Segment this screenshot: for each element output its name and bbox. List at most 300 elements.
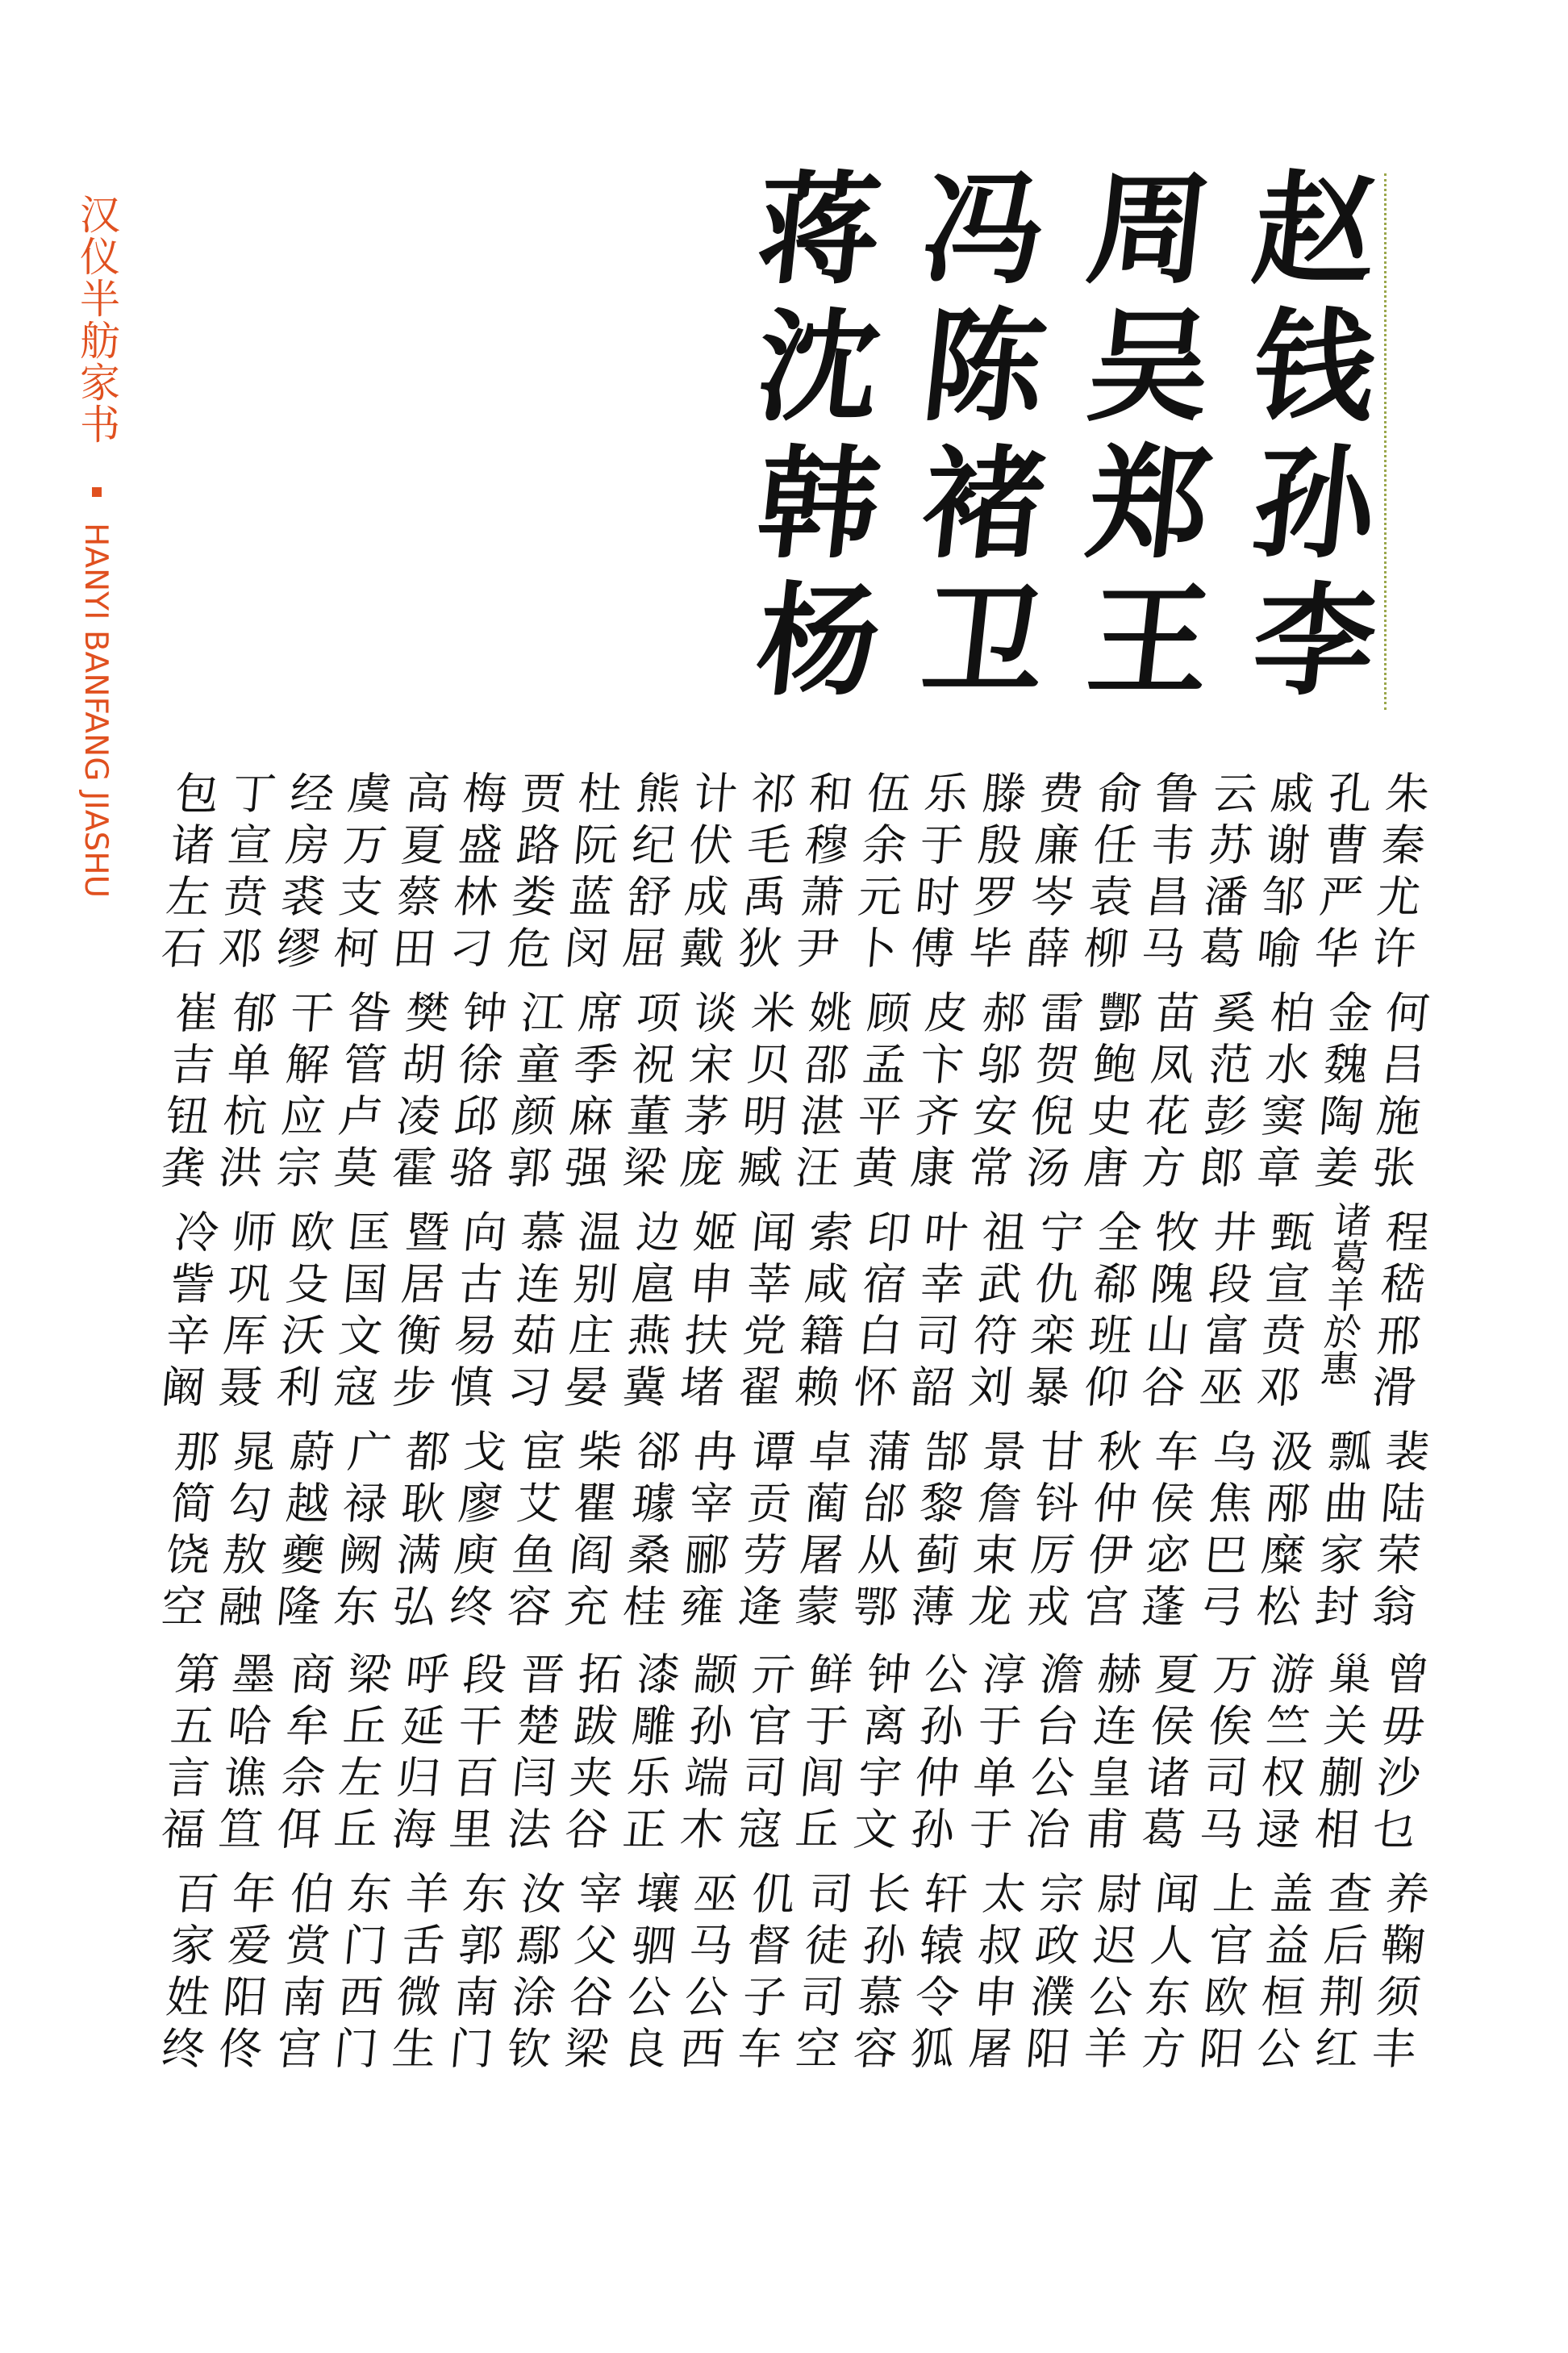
grid-block (728, 1429, 798, 1635)
grid-column (901, 770, 971, 2093)
grid-block-text: 段干百里 (440, 1651, 510, 1858)
grid-block-text: 慕连茹习 (498, 1209, 567, 1416)
grid-block (613, 990, 682, 1196)
grid-block-text: 盖益桓公 (1247, 1871, 1317, 2077)
grid-block-text: 都耿满弘 (382, 1429, 452, 1635)
grid-block (1305, 990, 1374, 1196)
grid-block (728, 1871, 798, 2077)
grid-block-text: 闻人东方 (1132, 1871, 1202, 2077)
grid-block-text: 晋楚闫法 (498, 1651, 567, 1858)
grid-block (1362, 1871, 1432, 2077)
grid-block (1074, 990, 1144, 1196)
large-column (911, 161, 1057, 710)
large-specimen (726, 161, 1387, 726)
grid-block (267, 1651, 336, 1858)
grid-block (670, 1429, 740, 1635)
grid-block (440, 1209, 510, 1416)
grid-block-text: 江童颜郭 (498, 990, 567, 1196)
grid-block-text: 师巩厍聂 (209, 1209, 279, 1416)
grid-block-text: 牧隗山谷 (1132, 1209, 1202, 1416)
grid-block (555, 1209, 625, 1416)
grid-block (1247, 1871, 1317, 2077)
large-char: 钱 (1246, 296, 1383, 438)
grid-column (324, 770, 394, 2093)
grid-block-text: 丁宣贲邓 (209, 770, 279, 977)
grid-block-text: 汝鄢涂钦 (498, 1871, 567, 2077)
grid-block-text: 酆鲍史唐 (1074, 990, 1144, 1196)
grid-block-text: 柏水窦章 (1247, 990, 1317, 1196)
grid-block (844, 1209, 913, 1416)
grid-block-text: 叶幸司韶 (901, 1209, 971, 1416)
grid-block-text: 宗政濮阳 (1016, 1871, 1086, 2077)
grid-block (786, 1429, 856, 1635)
grid-block (1362, 990, 1432, 1196)
grid-block (786, 770, 856, 977)
grid-block (1074, 1209, 1144, 1416)
grid-block (1247, 990, 1317, 1196)
grid-block (901, 1209, 971, 1416)
grid-block (1190, 1209, 1259, 1416)
grid-block (786, 1209, 856, 1416)
grid-block (209, 770, 279, 977)
grid-block-text: 郤璩桑桂 (613, 1429, 682, 1635)
grid-block-text: 仉督子车 (728, 1871, 798, 2077)
grid-block (1132, 1871, 1202, 2077)
grid-block (1132, 1429, 1202, 1635)
large-char: 郑 (1081, 433, 1218, 575)
grid-block-text: 闻莘党翟 (728, 1209, 798, 1416)
grid-column (1074, 770, 1144, 2093)
grid-block (1362, 770, 1432, 977)
grid-column (670, 770, 740, 2093)
grid-block (498, 1651, 567, 1858)
grid-block-text: 轩辕令狐 (901, 1871, 971, 2077)
grid-block-text: 苗凤花方 (1132, 990, 1202, 1196)
grid-block (959, 1429, 1028, 1635)
grid-block-text: 祖武符刘 (959, 1209, 1028, 1416)
grid-block-text: 钟徐邱骆 (440, 990, 510, 1196)
grid-block-text: 熊纪舒屈 (613, 770, 682, 977)
grid-column (382, 770, 452, 2093)
grid-block-text: 向古易慎 (440, 1209, 510, 1416)
grid-column (209, 770, 279, 2093)
large-column (1077, 161, 1222, 710)
grid-block-text: 裴陆荣翁 (1362, 1429, 1432, 1635)
grid-block (1074, 1871, 1144, 2077)
grid-block (382, 1429, 452, 1635)
grid-block (613, 1871, 682, 2077)
grid-block-text: 米贝明臧 (728, 990, 798, 1196)
large-column (1242, 161, 1387, 710)
large-char: 陈 (915, 296, 1053, 438)
grid-block-text: 索咸籍赖 (786, 1209, 856, 1416)
grid-block (1132, 1651, 1202, 1858)
grid-block (382, 1651, 452, 1858)
grid-block (613, 1209, 682, 1416)
grid-block-text: 巢关蒯相 (1305, 1651, 1374, 1858)
grid-block-text: 奚范彭郎 (1190, 990, 1259, 1196)
grid-block-text: 顾孟平黄 (844, 990, 913, 1196)
grid-block-text: 巫马公西 (670, 1871, 740, 2077)
grid-block (844, 990, 913, 1196)
grid-block-text: 晁勾敖融 (209, 1429, 279, 1635)
grid-block-text: 伍余元卜 (844, 770, 913, 977)
grid-block (555, 1651, 625, 1858)
grid-block (670, 990, 740, 1196)
grid-block (440, 990, 510, 1196)
grid-block (670, 770, 740, 977)
grid-block-text: 席季麻强 (555, 990, 625, 1196)
grid-block-text: 高夏蔡田 (382, 770, 452, 977)
grid-block-text: 东门西门 (324, 1871, 394, 2077)
grid-block-text: 孔曹严华 (1305, 770, 1374, 977)
grid-block (1362, 1429, 1432, 1635)
grid-block-text: 郁单杭洪 (209, 990, 279, 1196)
grid-block (209, 1429, 279, 1635)
grid-block (152, 1651, 221, 1858)
grid-block (324, 990, 394, 1196)
grid-block-text: 乐于时傅 (901, 770, 971, 977)
grid-block (613, 1651, 682, 1858)
grid-block (1016, 1429, 1086, 1635)
grid-block (959, 770, 1028, 977)
grid-column (844, 770, 913, 2093)
grid-block-text: 东郭南门 (440, 1871, 510, 2077)
grid-block (382, 1871, 452, 2077)
grid-block-text: 车侯宓蓬 (1132, 1429, 1202, 1635)
large-char: 赵 (1246, 159, 1383, 301)
grid-block (670, 1651, 740, 1858)
grid-block (670, 1209, 740, 1416)
grid-block-text: 颛孙端木 (670, 1651, 740, 1858)
grid-block (498, 1871, 567, 2077)
grid-block-text: 万俟司马 (1190, 1651, 1259, 1858)
grid-block (382, 770, 452, 977)
brand-title-en: HANYI BANFANG JIASHU (77, 523, 114, 899)
grid-block (1362, 1209, 1432, 1416)
grid-block-text: 查后荆红 (1305, 1871, 1374, 2077)
grid-block-text: 冷訾辛阚 (152, 1209, 221, 1416)
grid-block-text: 谈宋茅庞 (670, 990, 740, 1196)
grid-block (613, 770, 682, 977)
grid-block-text: 商牟佘佴 (267, 1651, 336, 1858)
grid-block (959, 1651, 1028, 1858)
grid-block (959, 990, 1028, 1196)
grid-block (440, 770, 510, 977)
grid-block (324, 1429, 394, 1635)
grid-block (1190, 990, 1259, 1196)
grid-block (267, 990, 336, 1196)
grid-block (1305, 1871, 1374, 2077)
grid-block (1313, 1201, 1374, 1387)
grid-block-text: 墨哈谯笪 (209, 1651, 279, 1858)
grid-block-text: 项祝董梁 (613, 990, 682, 1196)
grid-block-text: 程嵇邢滑 (1362, 1209, 1432, 1416)
grid-block-text: 司徒司空 (786, 1871, 856, 2077)
grid-block-text: 那简饶空 (152, 1429, 221, 1635)
grid-block (1247, 770, 1317, 977)
grid-column (1362, 770, 1432, 2093)
grid-block-text: 赫连皇甫 (1074, 1651, 1144, 1858)
grid-block (1074, 770, 1144, 977)
grid-block-text: 边扈燕冀 (613, 1209, 682, 1416)
grid-block-text: 昝管卢莫 (324, 990, 394, 1196)
grid-block-text: 羊舌微生 (382, 1871, 452, 2077)
grid-block (152, 1209, 221, 1416)
grid-block (1247, 1429, 1317, 1635)
grid-block (555, 1429, 625, 1635)
grid-block (844, 1651, 913, 1858)
grid-block (498, 990, 567, 1196)
grid-block (209, 1209, 279, 1416)
grid-block-text: 朱秦尤许 (1362, 770, 1432, 977)
large-char: 卫 (915, 570, 1053, 712)
grid-block-text: 广禄阙东 (324, 1429, 394, 1635)
grid-block-text: 百家姓终 (152, 1871, 221, 2077)
grid-block (440, 1651, 510, 1858)
grid-column (152, 770, 221, 2093)
grid-block-text: 鲁韦昌马 (1132, 770, 1202, 977)
grid-block-text: 滕殷罗毕 (959, 770, 1028, 977)
grid-block (670, 1871, 740, 2077)
grid-column (728, 770, 798, 2093)
large-column (746, 161, 891, 710)
grid-block-text: 亓官司寇 (728, 1651, 798, 1858)
grid-block-text: 皮卞齐康 (901, 990, 971, 1196)
grid-block (267, 1871, 336, 2077)
large-char: 周 (1081, 159, 1218, 301)
grid-column (613, 770, 682, 2093)
grid-block (1247, 1651, 1317, 1858)
grid-block-text: 汲邴糜松 (1247, 1429, 1317, 1635)
grid-block-text: 戈廖庾终 (440, 1429, 510, 1635)
grid-block-text: 费廉岑薛 (1016, 770, 1086, 977)
brand-title-cn: 汉仪半舫家书 (73, 194, 120, 445)
grid-column (1190, 770, 1259, 2093)
grid-block (209, 1871, 279, 2077)
grid-block-text: 甘钭厉戎 (1016, 1429, 1086, 1635)
grid-block-text: 虞万支柯 (324, 770, 394, 977)
large-char: 冯 (915, 159, 1053, 301)
grid-block-text: 全郗班仰 (1074, 1209, 1144, 1416)
grid-block-text: 雷贺倪汤 (1016, 990, 1086, 1196)
grid-block-text: 郜黎蓟薄 (901, 1429, 971, 1635)
grid-block-text: 和穆萧尹 (786, 770, 856, 977)
grid-block-text: 漆雕乐正 (613, 1651, 682, 1858)
grid-column (786, 770, 856, 2093)
grid-block-text: 伯赏南宫 (267, 1871, 336, 2077)
large-char: 孙 (1246, 433, 1383, 575)
grid-block-text: 计伏成戴 (670, 770, 740, 977)
grid-block-text: 公孙仲孙 (901, 1651, 971, 1858)
grid-column (440, 770, 510, 2093)
grid-block-text: 宦艾鱼容 (498, 1429, 567, 1635)
grid-block (1074, 1651, 1144, 1858)
grid-block (901, 990, 971, 1196)
brand-title (74, 194, 123, 920)
grid-block-text: 澹台公冶 (1016, 1651, 1086, 1858)
grid-column (1305, 770, 1374, 2093)
grid-block (440, 1871, 510, 2077)
grid-block-text: 贾路娄危 (498, 770, 567, 977)
grid-block (498, 1209, 567, 1416)
grid-block (786, 990, 856, 1196)
grid-block-text: 祁毛禹狄 (728, 770, 798, 977)
grid-block-text: 拓跋夹谷 (555, 1651, 625, 1858)
grid-block (440, 1429, 510, 1635)
grid-block (267, 770, 336, 977)
grid-block-text: 姬申扶堵 (670, 1209, 740, 1416)
grid-block (1362, 1651, 1432, 1858)
grid-block-text: 游竺权逯 (1247, 1651, 1317, 1858)
grid-block (267, 1429, 336, 1635)
large-char: 蒋 (750, 159, 887, 301)
grid-block-text: 经房裘缪 (267, 770, 336, 977)
grid-block (324, 1209, 394, 1416)
grid-block-text: 宁仇栾暴 (1016, 1209, 1086, 1416)
grid-column (959, 770, 1028, 2093)
grid-block-text: 尉迟公羊 (1074, 1871, 1144, 2077)
grid-block (1190, 1871, 1259, 2077)
grid-block (498, 770, 567, 977)
grid-block-text: 印宿白怀 (844, 1209, 913, 1416)
grid-block-text: 暨居衡步 (382, 1209, 452, 1416)
grid-block (1190, 1651, 1259, 1858)
surname-grid (152, 770, 1432, 2093)
grid-block-text: 宰父谷梁 (555, 1871, 625, 2077)
grid-block (1016, 1871, 1086, 2077)
grid-column (498, 770, 567, 2093)
grid-block-text: 匡国文寇 (324, 1209, 394, 1416)
grid-block (1016, 1651, 1086, 1858)
grid-block (267, 1209, 336, 1416)
grid-block-text: 卓蔺屠蒙 (786, 1429, 856, 1635)
grid-block (382, 990, 452, 1196)
grid-block (1305, 770, 1374, 977)
dotted-divider (1384, 173, 1387, 710)
grid-block-text: 鲜于闾丘 (786, 1651, 856, 1858)
grid-block (786, 1871, 856, 2077)
grid-block (555, 1871, 625, 2077)
grid-block (209, 1651, 279, 1858)
grid-block (959, 1209, 1028, 1416)
grid-block (728, 1651, 798, 1858)
grid-block (152, 1429, 221, 1635)
grid-block (901, 1429, 971, 1635)
grid-block-text: 干解应宗 (267, 990, 336, 1196)
grid-block-text: 年爱阳佟 (209, 1871, 279, 2077)
grid-block-text: 太叔申屠 (959, 1871, 1028, 2077)
grid-block (1132, 1209, 1202, 1416)
grid-block-text: 瓢曲家封 (1305, 1429, 1374, 1635)
grid-block (1305, 1429, 1374, 1635)
grid-block-text: 云苏潘葛 (1190, 770, 1259, 977)
grid-block-text: 钟离宇文 (844, 1651, 913, 1858)
grid-block (152, 990, 221, 1196)
grid-block-text: 欧殳沃利 (267, 1209, 336, 1416)
grid-block-text: 长孙慕容 (844, 1871, 913, 2077)
grid-block (1190, 770, 1259, 977)
large-char: 吴 (1081, 296, 1218, 438)
grid-block (901, 770, 971, 977)
grid-block (1132, 990, 1202, 1196)
grid-block (959, 1871, 1028, 2077)
grid-block-text: 杜阮蓝闵 (555, 770, 625, 977)
grid-column (1016, 770, 1086, 2093)
grid-block (324, 1871, 394, 2077)
grid-block-text: 温别庄晏 (555, 1209, 625, 1416)
grid-block (498, 1429, 567, 1635)
grid-block-text: 蔚越夔隆 (267, 1429, 336, 1635)
grid-block-text: 养鞠须丰 (1362, 1871, 1432, 2077)
large-char: 韩 (750, 433, 887, 575)
grid-block-text: 樊胡凌霍 (382, 990, 452, 1196)
grid-block (728, 1209, 798, 1416)
grid-column (555, 770, 625, 2093)
large-char: 沈 (750, 296, 887, 438)
grid-block (1074, 1429, 1144, 1635)
grid-block-text: 井段富巫 (1190, 1209, 1259, 1416)
grid-block (555, 990, 625, 1196)
grid-block-text: 蒲邰从鄂 (844, 1429, 913, 1635)
grid-block (209, 990, 279, 1196)
grid-block-text: 梁丘左丘 (324, 1651, 394, 1858)
grid-block (1247, 1209, 1317, 1416)
grid-block (728, 990, 798, 1196)
grid-block-text: 乌焦巴弓 (1190, 1429, 1259, 1635)
grid-block-text: 甄宣贲邓 (1247, 1209, 1317, 1416)
grid-block-text: 上官欧阳 (1190, 1871, 1259, 2077)
grid-block-text: 俞任袁柳 (1074, 770, 1144, 977)
grid-block (152, 1871, 221, 2077)
grid-block-text: 壤驷公良 (613, 1871, 682, 2077)
grid-block (728, 770, 798, 977)
grid-block (152, 770, 221, 977)
grid-block (1016, 990, 1086, 1196)
large-char: 李 (1246, 570, 1383, 712)
large-char: 褚 (915, 433, 1053, 575)
grid-block-text: 曾毋沙乜 (1362, 1651, 1432, 1858)
grid-block-text: 包诸左石 (152, 770, 221, 977)
grid-block-text: 呼延归海 (382, 1651, 452, 1858)
grid-block (844, 1871, 913, 2077)
grid-block-text: 诸葛羊於惠 (1313, 1201, 1374, 1387)
grid-block-text: 冉宰郦雍 (670, 1429, 740, 1635)
grid-block-text: 夏侯诸葛 (1132, 1651, 1202, 1858)
grid-block (1016, 770, 1086, 977)
grid-block (844, 1429, 913, 1635)
grid-block-text: 淳于单于 (959, 1651, 1028, 1858)
grid-block (613, 1429, 682, 1635)
grid-block-text: 姚邵湛汪 (786, 990, 856, 1196)
grid-block (1305, 1651, 1374, 1858)
grid-block-text: 景詹束龙 (959, 1429, 1028, 1635)
grid-block (382, 1209, 452, 1416)
grid-block (901, 1651, 971, 1858)
grid-block (1190, 1429, 1259, 1635)
grid-column (1132, 770, 1202, 2093)
grid-block (1132, 770, 1202, 977)
grid-block-text: 戚谢邹喻 (1247, 770, 1317, 977)
grid-block (844, 770, 913, 977)
grid-block-text: 崔吉钮龚 (152, 990, 221, 1196)
grid-block (901, 1871, 971, 2077)
grid-block-text: 郝邬安常 (959, 990, 1028, 1196)
grid-block (324, 1651, 394, 1858)
separator-dot-icon (92, 487, 102, 497)
large-char: 王 (1081, 570, 1218, 712)
grid-block (786, 1651, 856, 1858)
